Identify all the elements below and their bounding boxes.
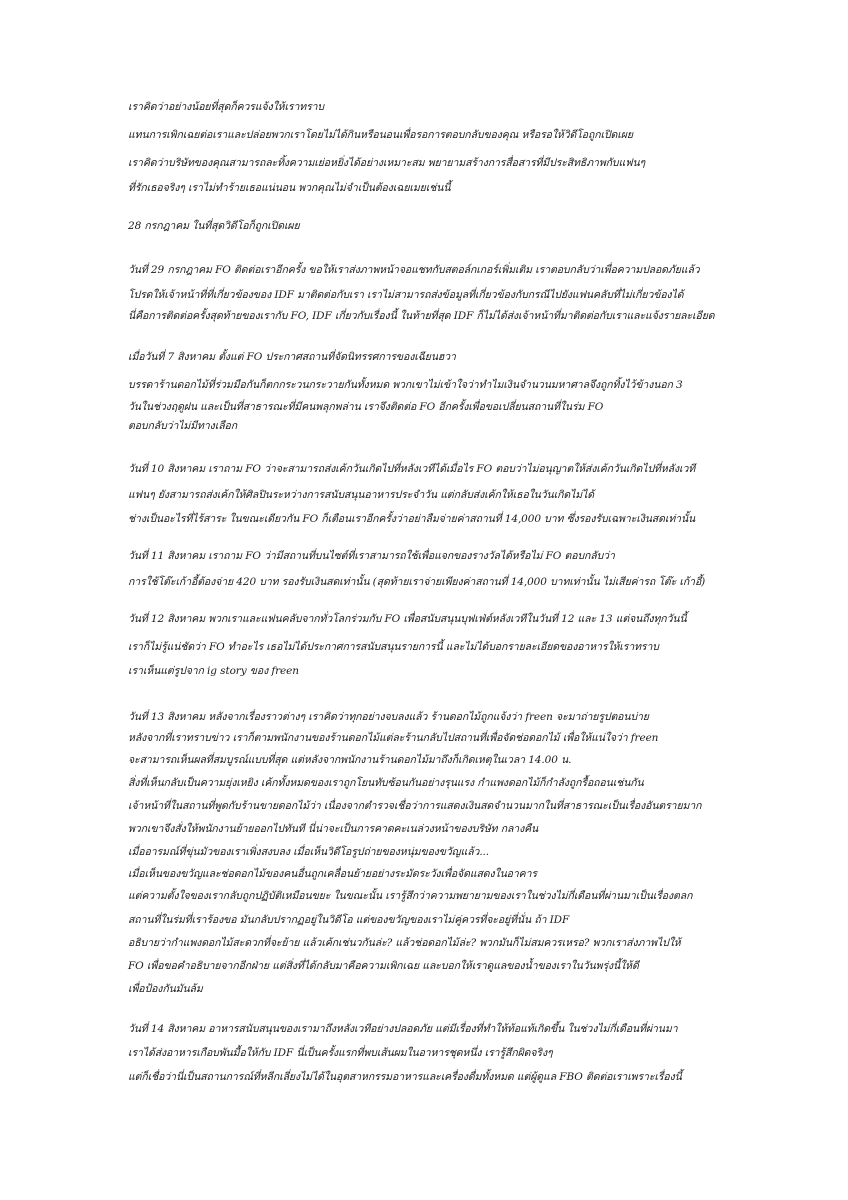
text-line: แต่ความตั้งใจของเรากลับถูกปฏิบัติเหมือนขยะ ในขณะนั้น เรารู้สึกว่าความพยายามของเราในช่วงไม่กี่เดือนที่ผ่านมาเป็นเรื่องตลก: [128, 890, 693, 902]
text-line: นี่คือการติดต่อครั้งสุดท้ายของเรากับ FO, IDF เกี่ยวกับเรื่องนี้ ในท้ายที่สุด IDF ก็ไม่ได้ส่งเจ้าหน้าที่มาติดต่อกับเราและแจ้งรายละเอียด: [128, 310, 715, 322]
text-line: เมื่ออารมณ์ที่ขุ่นมัวของเราเพิ่งสงบลง เมื่อเห็นวิดีโอรูปถ่ายของหนุ่มของขวัญแล้ว...: [128, 846, 490, 858]
text-line: บรรดาร้านดอกไม้ที่ร่วมมือกันก็ตกกระวนกระวายกันทั้งหมด พวกเขาไม่เข้าใจว่าทำไมเงินจำนวนมหาศาลจึงถูกทิ้งไว้ข้างนอก 3: [128, 379, 683, 391]
text-line: เจ้าหน้าที่ในสถานที่พูดกับร้านขายดอกไม้ว่า เนื่องจากตำรวจเชื่อว่าการแสดงเงินสดจำนวนมากในที่สาธารณะเป็นเรื่องอันตรายมาก: [128, 800, 702, 812]
text-line: วันที่ 10 สิงหาคม เราถาม FO ว่าจะสามารถส่งเค้กวันเกิดไปที่หลังเวทีได้เมื่อไร FO ตอบว่าไม่อนุญาตให้ส่งเค้กวันเกิดไปที่หลังเวที: [128, 463, 696, 475]
text-line: วันที่ 13 สิงหาคม หลังจากเรื่องราวต่างๆ เราคิดว่าทุกอย่างจบลงแล้ว ร้านดอกไม้ถูกแจ้งว่า freen จะมาถ่ายรูปตอนบ่าย: [128, 711, 649, 723]
text-line: เราก็ไม่รู้แน่ชัดว่า FO ทำอะไร เธอไม่ได้ประกาศการสนับสนุนรายการนี้ และไม่ได้บอกรายละเอียดของอาหารให้เราทราบ: [128, 641, 659, 653]
text-line: อธิบายว่ากำแพงดอกไม้สะดวกที่จะย้าย แล้วเค้กเช่นวกันล่ะ? แล้วช่อดอกไม้ล่ะ? พวกมันก็ไม่สมควรเหรอ? พวกเราส่งภาพไปให้: [128, 937, 681, 949]
text-line: วันที่ 11 สิงหาคม เราถาม FO ว่ามีสถานที่บนไซต์ที่เราสามารถใช้เพื่อแจกของรางวัลได้หรือไม่ FO ตอบกลับว่า: [128, 550, 615, 562]
text-line: เราได้ส่งอาหารเกือบพันมื้อให้กับ IDF นี่เป็นครั้งแรกที่พบเส้นผมในอาหารชุดหนึ่ง เรารู้สึกผิดจริงๆ: [128, 1047, 553, 1059]
text-line: โปรดให้เจ้าหน้าที่ที่เกี่ยวข้องของ IDF มาติดต่อกับเรา เราไม่สามารถส่งข้อมูลที่เกี่ยวข้องกับกรณีไปยังแฟนคลับที่ไม่เกี่ยวข้องได้: [128, 289, 684, 301]
text-line: สิ่งที่เห็นกลับเป็นความยุ่งเหยิง เค้กทั้งหมดของเราถูกโยนทับซ้อนกันอย่างรุนแรง กำแพงดอกไม้ก็กำลังถูกรื้อถอนเช่นกัน: [128, 777, 644, 789]
text-line: เมื่อเห็นของขวัญและช่อดอกไม้ของคนอื่นถูกเคลื่อนย้ายอย่างระมัดระวังเพื่อจัดแสดงในอาคาร: [128, 868, 537, 880]
text-line: เราคิดว่าบริษัทของคุณสามารถละทิ้งความเย่อหยิ่งได้อย่างเหมาะสม พยายามสร้างการสื่อสารที่มีประสิทธิภาพกับแฟนๆ: [128, 157, 646, 169]
text-line: ที่รักเธอจริงๆ เราไม่ทำร้ายเธอแน่นอน พวกคุณไม่จำเป็นต้องเฉยเมยเช่นนี้: [128, 182, 451, 194]
text-line: ช่างเป็นอะไรที่ไร้สาระ ในขณะเดียวกัน FO ก็เตือนเราอีกครั้งว่าอย่าลืมจ่ายค่าสถานที่ 14,000 บาท ซึ่งรองรับเฉพาะเงินสดเท่านั้น: [128, 513, 696, 525]
text-line: สถานที่ในร่มที่เราร้องขอ มันกลับปรากฏอยู่ในวิดีโอ แต่ของขวัญของเราไม่คู่ควรที่จะอยู่ที่นั่น ถ้า IDF: [128, 914, 570, 926]
text-line: แฟนๆ ยังสามารถส่งเค้กให้ศิลปินระหว่างการสนับสนุนอาหารประจำวัน แต่กลับส่งเค้กให้เธอในวันเกิดไม่ได้: [128, 489, 594, 501]
text-line: เราเห็นแต่รูปจาก ig story ของ freen: [128, 665, 299, 677]
text-line: FO เพื่อขอคำอธิบายจากอีกฝ่าย แต่สิ่งที่ได้กลับมาคือความเพิกเฉย และบอกให้เราดูแลของน้ำของเราในวันพรุ่งนี้ให้ดี: [128, 960, 639, 972]
text-line: การใช้โต๊ะเก้าอี้ต้องจ่าย 420 บาท รองรับเงินสดเท่านั้น (สุดท้ายเราจ่ายเพียงค่าสถานที่ 14,000 บาทเท่านั้น ไม่เสียค่ารถ โต๊ะ เก้าอี้): [128, 576, 706, 588]
text-line: เราคิดว่าอย่างน้อยที่สุดก็ควรแจ้งให้เราทราบ: [128, 101, 324, 113]
text-line: 28 กรกฎาคม ในที่สุดวิดีโอก็ถูกเปิดเผย: [128, 220, 300, 232]
text-line: จะสามารถเห็นผลที่สมบูรณ์แบบที่สุด แต่หลังจากพนักงานร้านดอกไม้มาถึงก็เกิดเหตุในเวลา 14.00 น.: [128, 754, 572, 766]
text-line: หลังจากที่เราทราบข่าว เราก็ตามพนักงานของร้านดอกไม้แต่ละร้านกลับไปสถานที่เพื่อจัดช่อดอกไม้ เพื่อให้แน่ใจว่า freen: [128, 732, 659, 744]
text-line: แทนการเพิกเฉยต่อเราและปล่อยพวกเราโดยไม่ได้กินหรือนอนเพื่อรอการตอบกลับของคุณ หรือรอให้วิดีโอถูกเปิดเผย: [128, 129, 633, 141]
text-line: วันที่ 29 กรกฎาคม FO ติดต่อเราอีกครั้ง ขอให้เราส่งภาพหน้าจอแชทกับสตอล์กเกอร์เพิ่มเติม เราตอบกลับว่าเพื่อความปลอดภัยแล้ว: [128, 264, 700, 276]
text-line: วันที่ 12 สิงหาคม พวกเราและแฟนคลับจากทั่วโลกร่วมกับ FO เพื่อสนับสนุนบุฟเฟ่ต์หลังเวทีในวันที่ 12 และ 13 แต่จนถึงทุกวันนี้: [128, 613, 687, 625]
text-line: พวกเขาจึงสั่งให้พนักงานย้ายออกไปทันที นี่น่าจะเป็นการคาดคะเนล่วงหน้าของบริษัท กลางคืน: [128, 823, 539, 835]
text-line: ตอบกลับว่าไม่มีทางเลือก: [128, 420, 237, 432]
text-line: แต่ก็เชื่อว่านี่เป็นสถานการณ์ที่หลีกเลี่ยงไม่ได้ในอุตสาหกรรมอาหารและเครื่องดื่มทั้งหมด แต่ผู้ดูแล FBO ติดต่อเราเพราะเรื่องนี้: [128, 1071, 682, 1083]
text-line: เพื่อป้องกันมันล้ม: [128, 983, 203, 995]
text-line: เมื่อวันที่ 7 สิงหาคม ตั้งแต่ FO ประกาศสถานที่จัดนิทรรศการของเฉียนฮวา: [128, 351, 456, 363]
text-line: วันที่ 14 สิงหาคม อาหารสนับสนุนของเรามาถึงหลังเวทีอย่างปลอดภัย แต่มีเรื่องที่ทำให้ท้อแท้เกิดขึ้น ในช่วงไม่กี่เดือนที่ผ่านมา: [128, 1023, 678, 1035]
text-line: วันในช่วงฤดูฝน และเป็นที่สาธารณะที่มีคนพลุกพล่าน เราจึงติดต่อ FO อีกครั้งเพื่อขอเปลี่ยนสถานที่ในร่ม FO: [128, 401, 604, 413]
